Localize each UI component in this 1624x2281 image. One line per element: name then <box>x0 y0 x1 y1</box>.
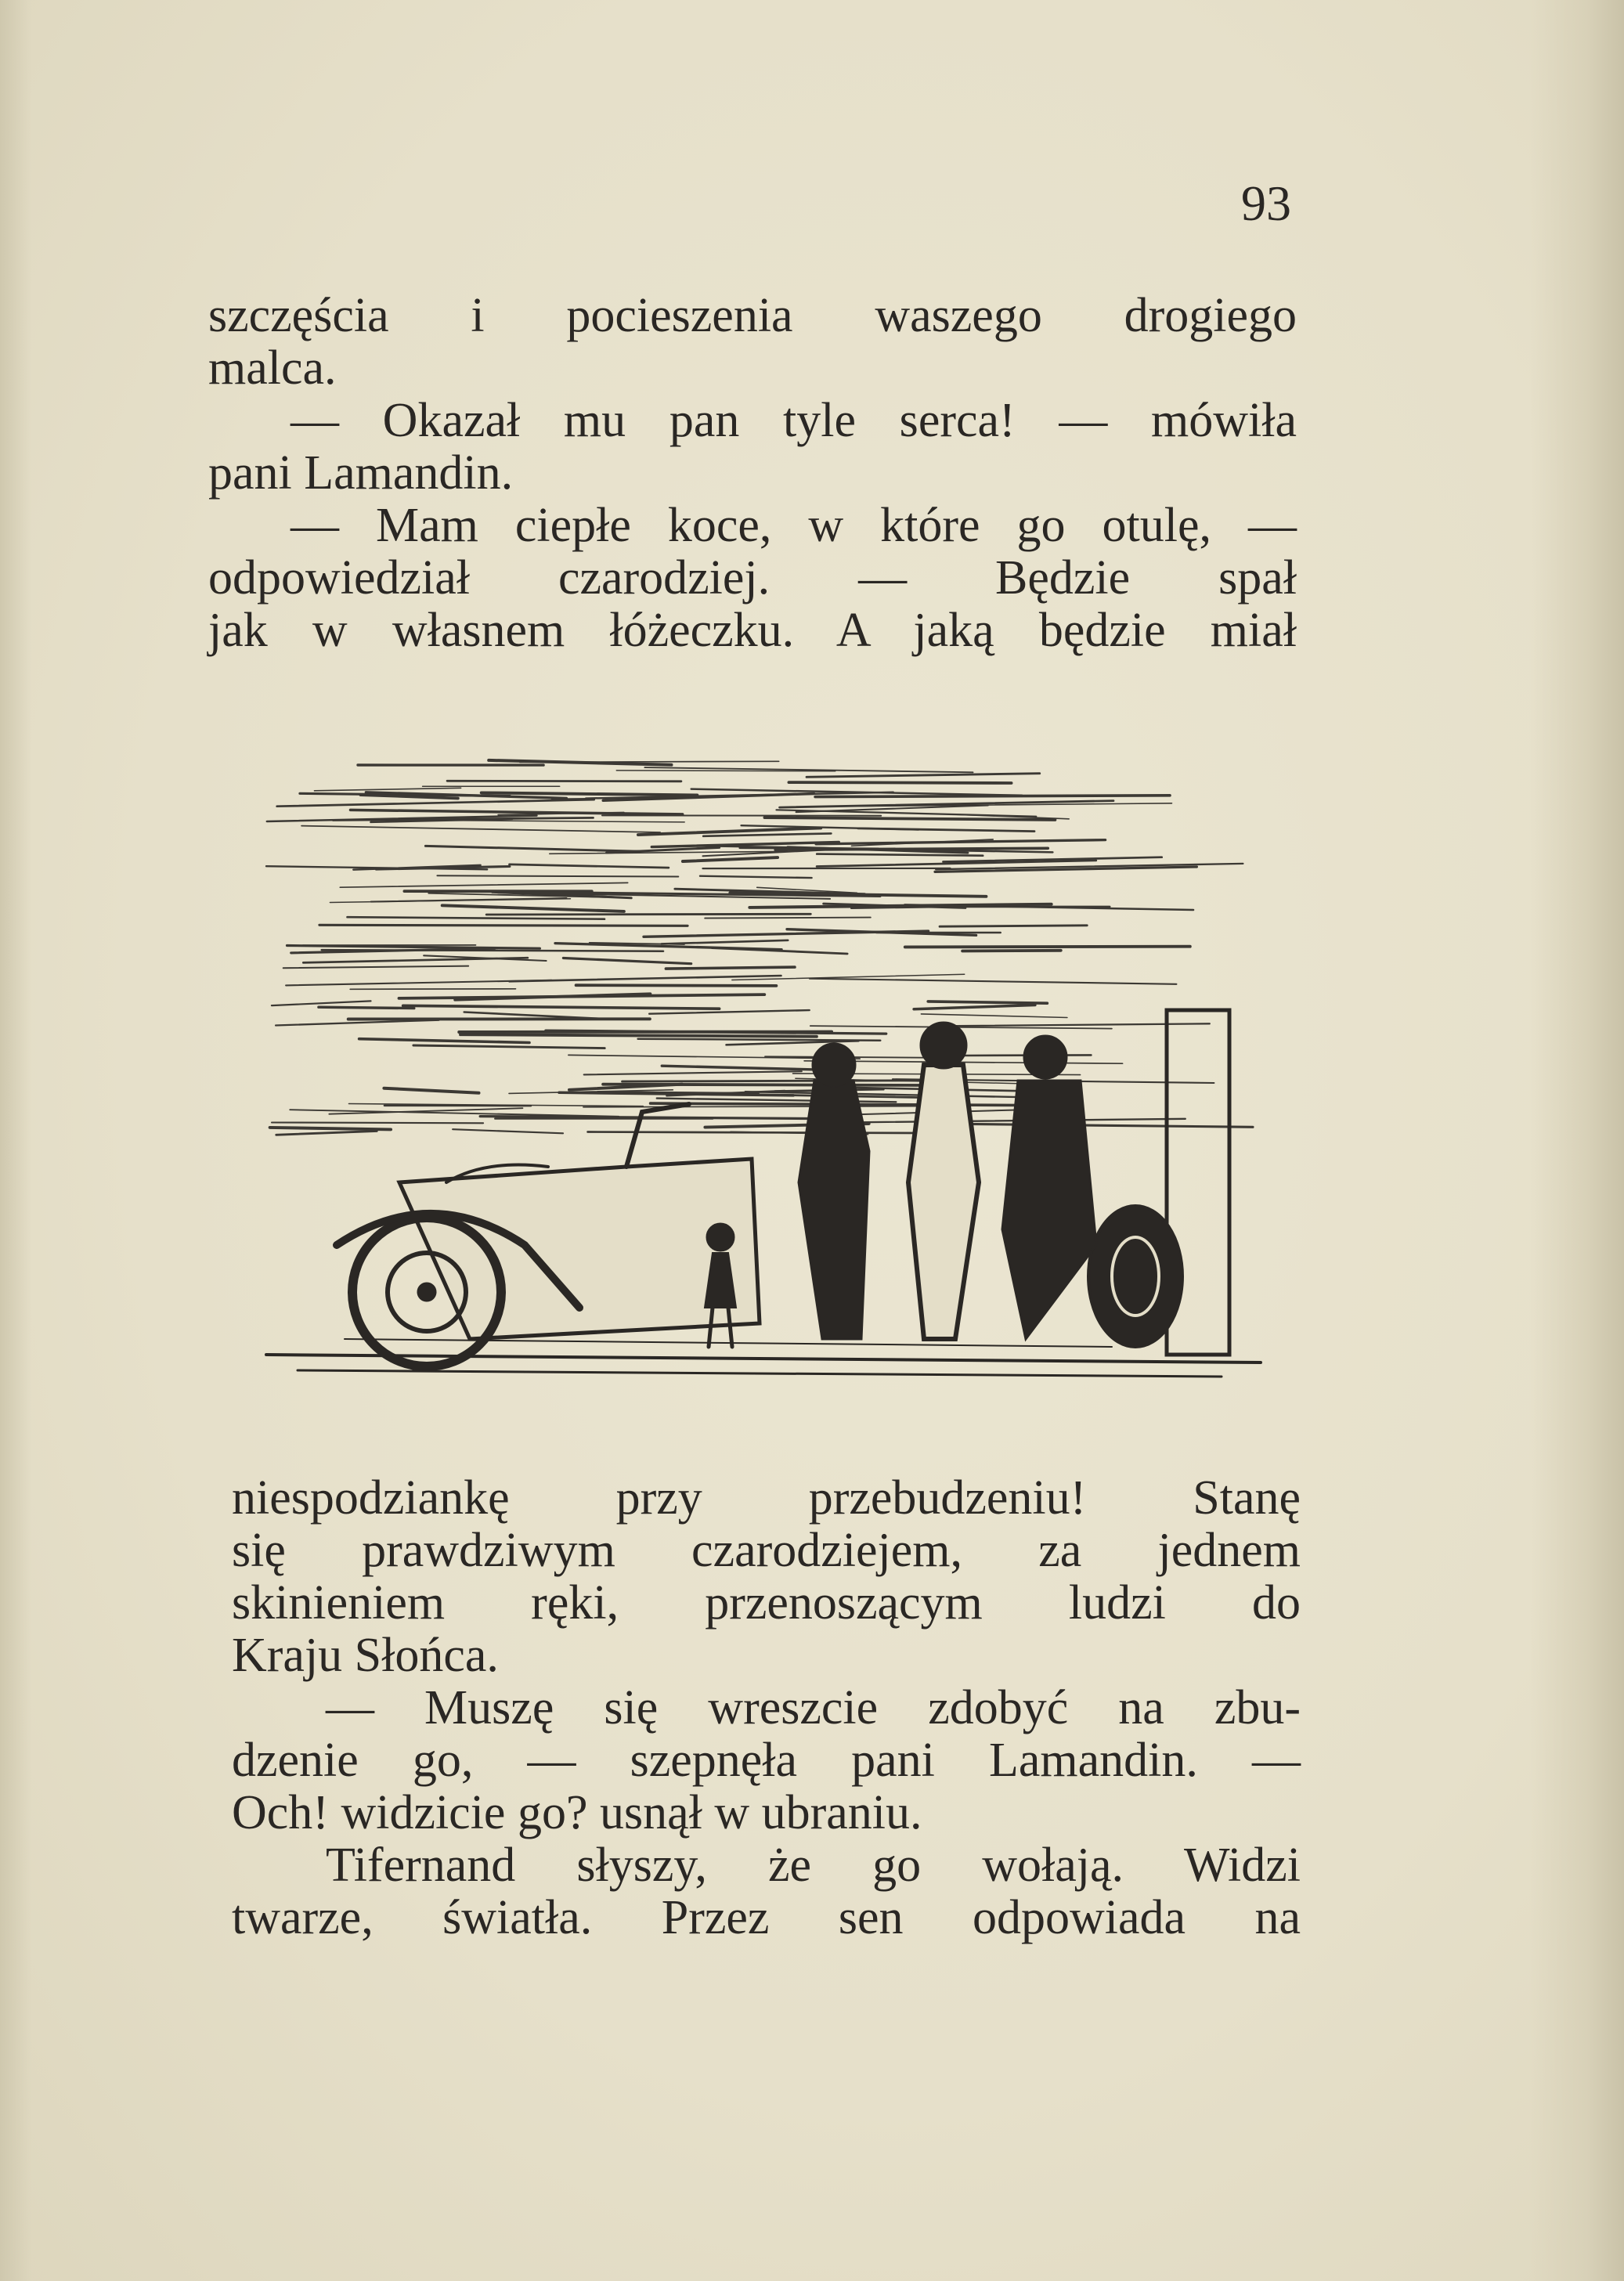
hatch-stroke <box>789 782 1011 783</box>
hatch-stroke <box>914 1005 1035 1009</box>
hatch-stroke <box>657 1099 897 1103</box>
hatch-stroke <box>399 994 765 998</box>
hatch-stroke <box>807 774 1040 778</box>
hatch-stroke <box>649 1010 809 1014</box>
hatch-stroke <box>928 1002 1047 1003</box>
hatch-stroke <box>817 854 983 856</box>
hatch-stroke <box>829 1119 1186 1123</box>
hatch-stroke <box>775 848 1048 850</box>
hatch-stroke <box>301 826 660 832</box>
page-number: 93 <box>1241 175 1291 231</box>
hatch-stroke <box>287 946 540 949</box>
hatch-stroke <box>764 817 1055 820</box>
text-line: twarze, światła. Przez sen odpowiada na <box>232 1891 1301 1944</box>
text-line: pani Lamandin. <box>208 446 514 500</box>
hatch-stroke <box>576 985 777 986</box>
hatch-stroke <box>683 857 778 861</box>
text-line: Kraju Słońca. <box>232 1629 499 1682</box>
hatch-stroke <box>944 1023 1210 1026</box>
text-line: się prawdziwym czarodziejem, za jednem <box>232 1524 1301 1577</box>
text-block-bottom <box>232 1472 1301 1944</box>
hatch-stroke <box>644 931 929 937</box>
hatch-stroke <box>371 898 567 902</box>
hatch-stroke <box>437 875 678 876</box>
text-line: Och! widzicie go? usnął w ubraniu. <box>232 1786 922 1839</box>
hatch-stroke <box>351 810 683 814</box>
hatch-stroke <box>703 850 837 857</box>
hatch-stroke <box>563 958 691 964</box>
page-edge-shadow <box>1530 0 1624 2281</box>
text-line: odpowiedział czarodziej. — Będzie spał <box>208 551 1297 605</box>
hatch-stroke <box>662 940 789 944</box>
hatch-stroke <box>700 876 812 878</box>
text-block-top <box>208 290 1297 657</box>
hatch-stroke <box>276 1020 438 1026</box>
hatch-stroke <box>921 1014 1067 1018</box>
hatch-stroke <box>486 914 810 915</box>
hatch-stroke <box>815 796 1170 797</box>
hatch-stroke <box>350 989 515 990</box>
hatch-stroke <box>272 1001 371 1005</box>
hatch-stroke <box>425 846 639 851</box>
hatch-stroke <box>319 925 687 926</box>
hatch-stroke <box>584 1071 802 1074</box>
hatch-stroke <box>340 882 627 887</box>
text-line: jak w własnem łóżeczku. A jaką będzie miał <box>208 604 1297 657</box>
hatch-stroke <box>283 966 469 969</box>
hatch-stroke <box>810 979 1177 984</box>
hatch-stroke <box>319 1007 414 1008</box>
text-line: niespodziankę przy przebudzeniu! Stanę <box>232 1471 1301 1525</box>
text-line: szczęścia i pocieszenia waszego drogiego <box>208 289 1297 342</box>
text-line: malca. <box>208 341 337 395</box>
hatch-stroke <box>384 1088 478 1093</box>
hatch-stroke <box>348 917 605 919</box>
hatch-stroke <box>460 1034 817 1037</box>
text-line: — Muszę się wreszcie zdobyć na zbu- <box>326 1681 1301 1734</box>
text-line: skinieniem ręki, przenoszącym ludzi do <box>232 1576 1301 1630</box>
hatch-stroke <box>413 1045 604 1048</box>
hatch-stroke <box>453 1129 563 1133</box>
text-line: — Okazał mu pan tyle serca! — mówiła <box>291 394 1297 447</box>
page-gutter-shadow <box>0 0 31 2281</box>
text-line: — Mam ciepłe koce, w które go otulę, — <box>291 499 1297 552</box>
hatch-stroke <box>376 867 510 870</box>
hatch-stroke <box>705 918 871 919</box>
hatch-stroke <box>276 1131 377 1135</box>
hatch-stroke <box>638 1039 881 1041</box>
engraving-car-scene-icon <box>251 744 1269 1394</box>
hatch-stroke <box>277 799 594 807</box>
text-line: dzenie go, — szepnęła pani Lamandin. — <box>232 1734 1301 1787</box>
hatch-stroke <box>403 1005 720 1009</box>
hatch-stroke <box>442 905 624 911</box>
hatch-stroke <box>272 1123 483 1124</box>
hatch-stroke <box>315 788 461 791</box>
hatch-stroke <box>858 828 1034 832</box>
hatch-stroke <box>286 980 551 986</box>
hatch-stroke <box>482 792 698 795</box>
hatch-stroke <box>270 1128 392 1130</box>
hatch-stroke <box>510 864 669 868</box>
hatch-stroke <box>703 833 831 836</box>
hatch-stroke <box>359 1039 529 1043</box>
hatch-stroke <box>666 967 795 969</box>
text-line: Tifernand słyszy, że go wołają. Widzi <box>326 1839 1301 1892</box>
